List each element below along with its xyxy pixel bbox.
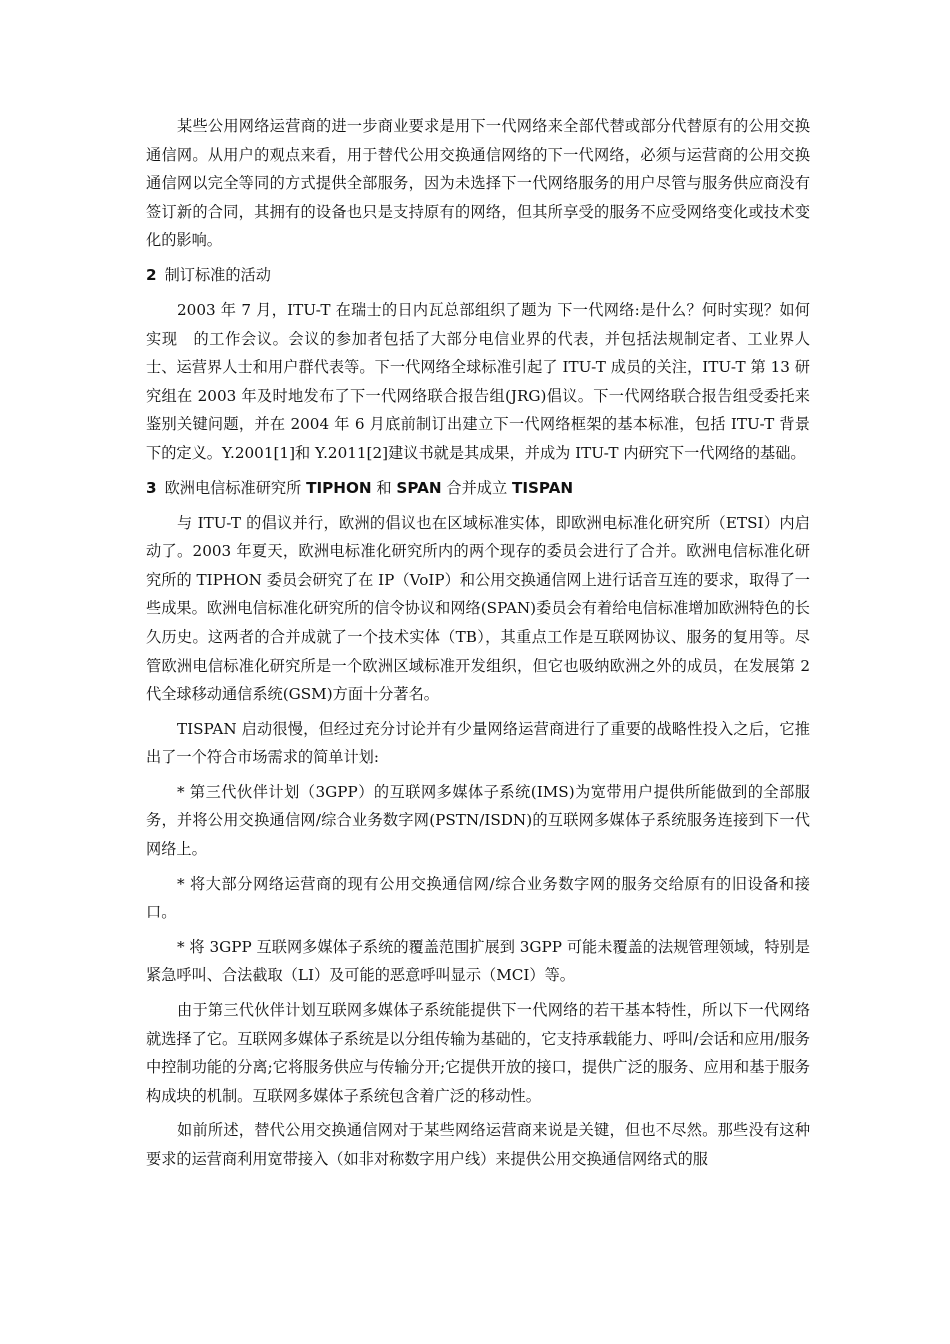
document-page (146, 112, 810, 1180)
paragraph-itu-t: 2003 年 7 月，ITU-T 在瑞士的日内瓦总部组织了题为 下一代网络:是什么？何时实现？如何实现 的工作会议。会议的参加者包括了大部分电信业界的代表，并包括法规制定者、工业界人士、运营界人士和用户群代表等。下一代网络全球标准引起了 ITU-T 成员的关注，ITU-T 第 13 研究组在 2003 年及时地发布了下一代网络联合报告组(JRG)倡议。下一代网络联合报告组受委托来鉴别关键问题，并在 2004 年 6 月底前制订出建立下一代网络框架的基本标准，包括 ITU-T 背景下的定义。Y.2001[1]和 Y.2011[2]建议书就是其成果，并成为 ITU-T 内研究下一代网络的基础。 (146, 300, 810, 462)
section-title-bold: SPAN (396, 478, 442, 497)
section-title-bold: TISPAN (511, 478, 574, 497)
section-number: 3 (146, 478, 157, 497)
section-heading-2 (146, 261, 810, 289)
section-number: 2 (146, 265, 157, 284)
paragraph-conclusion: 如前所述，替代公用交换通信网对于某些网络运营商来说是关键，但也不尽然。那些没有这种要求的运营商利用宽带接入（如非对称数字用户线）来提供公用交换通信网络式的服 (146, 1121, 810, 1168)
bullet-item: * 将大部分网络运营商的现有公用交换通信网/综合业务数字网的服务交给原有的旧设备和接口。 (146, 874, 810, 922)
bullet-item: * 第三代伙伴计划（3GPP）的互联网多媒体子系统(IMS)为宽带用户提供所能做到的全部服务，并将公用交换通信网/综合业务数字网(PSTN/ISDN)的互联网多媒体子系统服务连接到下一代网络上。 (146, 782, 810, 859)
section-title-part: 和 (371, 478, 397, 497)
paragraph-ims: 由于第三代伙伴计划互联网多媒体子系统能提供下一代网络的若干基本特性，所以下一代网络就选择了它。互联网多媒体子系统是以分组传输为基础的，它支持承载能力、呼叫/会话和应用/服务中控制功能的分离;它将服务供应与传输分开;它提供开放的接口，提供广泛的服务、应用和基于服务构成块的机制。互联网多媒体子系统包含着广泛的移动性。 (146, 1001, 810, 1105)
section-title-part: 合并成立 (441, 478, 512, 497)
section-title-part: 欧洲电信标准研究所 (164, 478, 307, 497)
section-title-bold: TIPHON (306, 478, 372, 497)
paragraph-tispan: TISPAN 启动很慢，但经过充分讨论并有少量网络运营商进行了重要的战略性投入之后，它推出了一个符合市场需求的简单计划: (146, 719, 810, 767)
paragraph-etsi: 与 ITU-T 的倡议并行，欧洲的倡议也在区域标准实体，即欧洲电标准化研究所（ETSI）内启动了。2003 年夏天，欧洲电标准化研究所内的两个现存的委员会进行了合并。欧洲电信标准化研究所的 TIPHON 委员会研究了在 IP（VoIP）和公用交换通信网上进行话音互连的要求，取得了一些成果。欧洲电信标准化研究所的信令协议和网络(SPAN)委员会有着给电信标准增加欧洲特色的长久历史。这两者的合并成就了一个技术实体（TB），其重点工作是互联网协议、服务的复用等。尽管欧洲电信标准化研究所是一个欧洲区域标准开发组织，但它也吸纳欧洲之外的成员，在发展第 2 代全球移动通信系统(GSM)方面十分著名。 (146, 513, 810, 704)
bullet-item: * 将 3GPP 互联网多媒体子系统的覆盖范围扩展到 3GPP 可能未覆盖的法规管理领域，特别是紧急呼叫、合法截取（LI）及可能的恶意呼叫显示（MCI）等。 (146, 937, 810, 985)
section-title: 制订标准的活动 (164, 265, 271, 284)
paragraph-intro: 某些公用网络运营商的进一步商业要求是用下一代网络来全部代替或部分代替原有的公用交换通信网。从用户的观点来看，用于替代公用交换通信网络的下一代网络，必须与运营商的公用交换通信网以完全等同的方式提供全部服务，因为未选择下一代网络服务的用户尽管与服务供应商没有签订新的合同，其拥有的设备也只是支持原有的网络，但其所享受的服务不应受网络变化或技术变化的影响。 (146, 117, 810, 250)
section-heading-3 (146, 474, 810, 502)
